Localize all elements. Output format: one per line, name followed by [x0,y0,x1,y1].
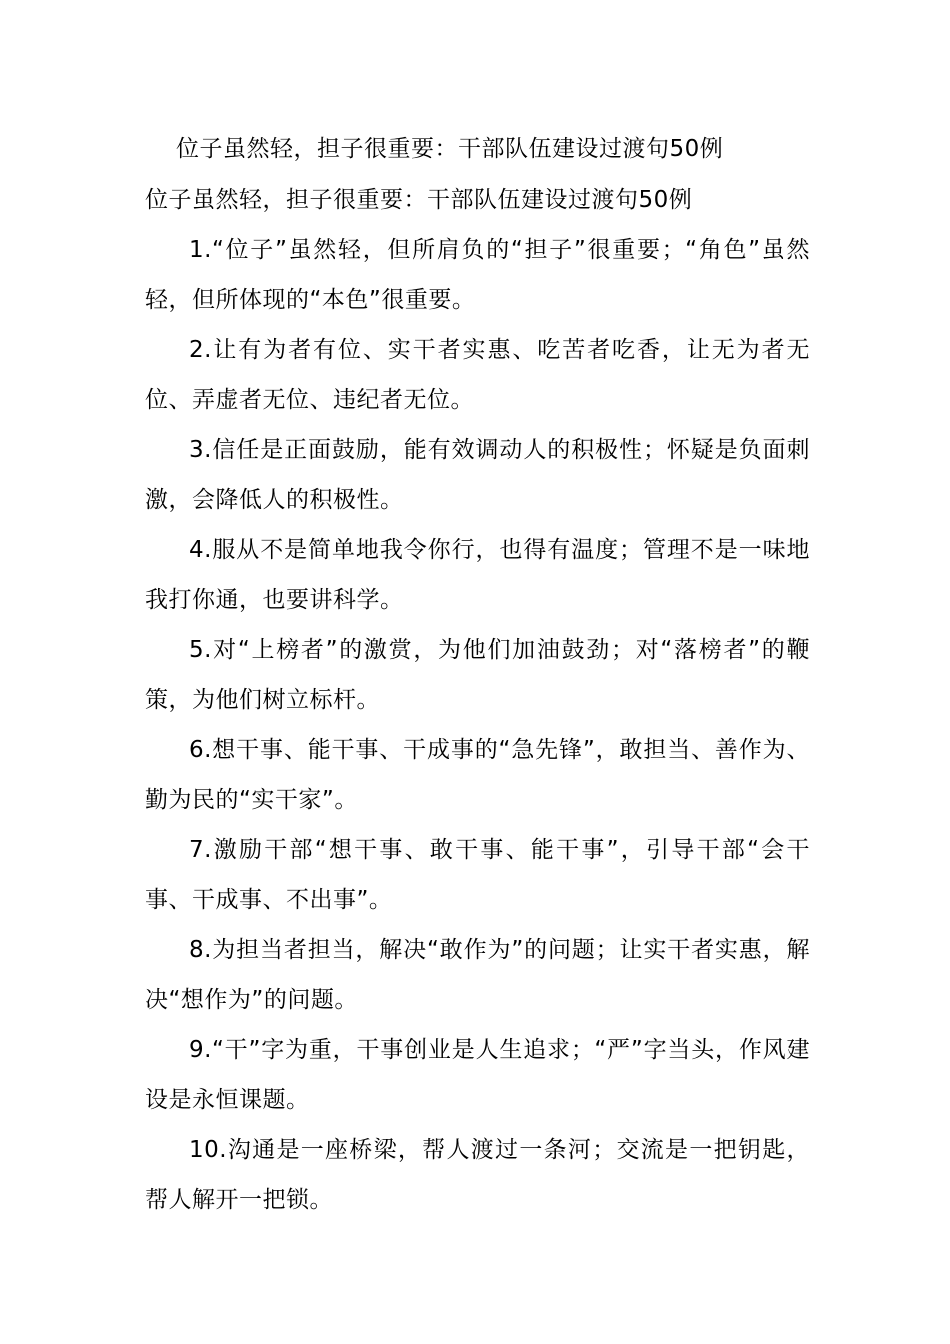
document-heading-line-2: 位子虽然轻，担子很重要：干部队伍建设过渡句50例 [145,187,693,213]
paragraph-item-4: 4.服从不是简单地我令你行，也得有温度；管理不是一味地我打你通，也要讲科学。 [145,537,810,613]
paragraph-item-2: 2.让有为者有位、实干者实惠、吃苦者吃香，让无为者无位、弄虚者无位、违纪者无位。 [145,337,810,413]
paragraph-item-7: 7.激励干部“想干事、敢干事、能干事”，引导干部“会干事、干成事、不出事”。 [145,837,810,913]
paragraph-item-8: 8.为担当者担当，解决“敢作为”的问题；让实干者实惠，解决“想作为”的问题。 [145,937,810,1013]
paragraph-item-1: 1.“位子”虽然轻，但所肩负的“担子”很重要；“角色”虽然轻，但所体现的“本色”很重要。 [145,237,810,313]
paragraph-item-3: 3.信任是正面鼓励，能有效调动人的积极性；怀疑是负面刺激，会降低人的积极性。 [145,437,810,513]
paragraph-item-10: 10.沟通是一座桥梁，帮人渡过一条河；交流是一把钥匙，帮人解开一把锁。 [145,1137,810,1213]
paragraph-item-9: 9.“干”字为重，干事创业是人生追求；“严”字当头，作风建设是永恒课题。 [145,1037,810,1113]
document-heading-line-1: 位子虽然轻，担子很重要：干部队伍建设过渡句50例 [176,136,724,162]
document-body [145,124,810,1225]
paragraph-item-5: 5.对“上榜者”的激赏，为他们加油鼓劲；对“落榜者”的鞭策，为他们树立标杆。 [145,637,810,713]
paragraph-item-6: 6.想干事、能干事、干成事的“急先锋”，敢担当、善作为、勤为民的“实干家”。 [145,737,810,813]
